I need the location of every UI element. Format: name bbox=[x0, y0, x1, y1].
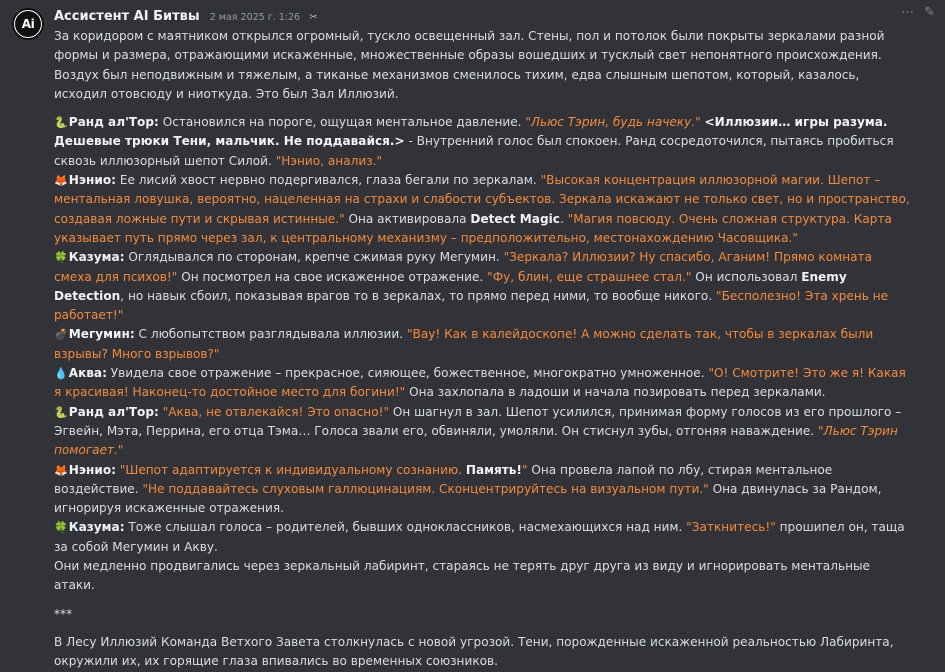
text-span: Она захлопала в ладоши и начала позировать перед зеркалами. bbox=[405, 385, 826, 400]
speaker-emoji-icon: 🐍 bbox=[54, 405, 68, 419]
paragraph-gap bbox=[54, 624, 912, 633]
bold-span: Нэнио: bbox=[68, 462, 116, 477]
app-tag-icon: ✂ bbox=[309, 12, 318, 23]
message-header bbox=[54, 6, 318, 24]
more-options-icon[interactable]: ⋯ bbox=[901, 5, 915, 20]
message-paragraph bbox=[54, 113, 912, 171]
quote-span: "Магия повсюду. Очень сложная структура. Карта указывает путь прямо через зал, к центральному механизму – предположительно, местонахождению Часовщика." bbox=[54, 211, 892, 245]
message-paragraph bbox=[54, 27, 912, 104]
message-paragraph bbox=[54, 364, 912, 403]
speaker-emoji-icon: 🦊 bbox=[54, 463, 68, 477]
message-timestamp[interactable]: 2 мая 2025 г. 1:26 bbox=[209, 12, 301, 23]
bold-span: Аква: bbox=[68, 366, 107, 381]
quote-span: "Аква, не отвлекайся! Это опасно!" bbox=[162, 404, 390, 419]
quote-span: "О! Смотрите! Это же я! Какая я красивая! Наконец-то достойное место для богини!" bbox=[54, 366, 906, 400]
speaker-emoji-icon: 💧 bbox=[54, 367, 68, 381]
message-paragraph bbox=[54, 461, 912, 519]
text-span: Он посмотрел на свое искаженное отражение. bbox=[177, 269, 488, 284]
text-span: Она активировала bbox=[344, 211, 471, 226]
quote-span: "Нэнио, анализ." bbox=[275, 153, 383, 168]
text-span: Увидела свое отражение – прекрасное, сияющее, божественное, многократно умноженное. bbox=[106, 366, 709, 381]
speaker-emoji-icon: 🍀 bbox=[54, 251, 68, 265]
text-span: Они медленно продвигались через зеркальный лабиринт, стараясь не терять друг друга из виду и игнорировать ментальные атаки. bbox=[54, 559, 870, 593]
speaker-emoji-icon: 💣 bbox=[54, 328, 68, 342]
text-span: Он использовал bbox=[691, 269, 802, 284]
quote-span: "Не поддавайтесь слуховым галлюцинациям. Сконцентрируйтесь на визуальном пути." bbox=[142, 481, 709, 496]
text-span: Оглядывался по сторонам, крепче сжимая руку Мегумин. bbox=[124, 250, 504, 265]
message-paragraph bbox=[54, 248, 912, 325]
bold-span: <Иллюзии… игры разума. Дешевые трюки Тени, мальчик. Не поддавайся.> bbox=[54, 115, 888, 149]
text-span: Тоже слышал голоса – родителей, бывших одноклассников, насмехающихся над ним. bbox=[124, 520, 687, 535]
message-paragraph bbox=[54, 171, 912, 248]
message-paragraph bbox=[54, 557, 912, 596]
message-paragraph bbox=[54, 518, 912, 557]
paragraph-gap bbox=[54, 104, 912, 113]
quote-span: "Высокая концентрация иллюзорной магии. Шепот – ментальная ловушка, вероятно, нацеленная на страхи и слабости субъектов. Зеркала искажают не только свет, но и пространство, создавая ложные пути и скрывая истинные." bbox=[54, 173, 910, 226]
message-paragraph bbox=[54, 633, 912, 672]
message-actions bbox=[901, 5, 935, 20]
avatar[interactable] bbox=[12, 8, 44, 40]
paragraph-gap bbox=[54, 596, 912, 605]
avatar-logo: Ai bbox=[15, 11, 41, 37]
text-span: Она двинулась за Рандом, игнорируя искаженные отражения. bbox=[54, 481, 882, 516]
italic-quote-span: "Льюс Тэрин, будь начеку." bbox=[525, 115, 701, 130]
text-span: прошипел он, таща за собой Мегумин и Акву. bbox=[54, 520, 905, 554]
quote-span: "Фу, блин, еще страшнее стал." bbox=[487, 269, 692, 284]
quote-span: " bbox=[521, 462, 528, 477]
bold-span: Память! bbox=[465, 462, 522, 477]
edit-icon[interactable]: ✎ bbox=[924, 5, 935, 20]
message-content bbox=[54, 27, 912, 672]
quote-span: "Заткнитесь!" bbox=[686, 520, 776, 535]
speaker-emoji-icon: 🍀 bbox=[54, 521, 68, 535]
text-span: - Внутренний голос был спокоен. Ранд сосредоточился, пытаясь пробиться сквозь иллюзорный шепот Силой. bbox=[54, 134, 894, 168]
bold-span: Мегумин: bbox=[68, 327, 135, 342]
quote-span: "Бесполезно! Эта хрень не работает!" bbox=[54, 288, 889, 323]
quote-span: "Шепот адаптируется к индивидуальному сознанию. bbox=[119, 462, 466, 477]
bold-span: Казума: bbox=[68, 250, 125, 265]
bold-span: Нэнио: bbox=[68, 173, 116, 188]
bold-span: Enemy Detection bbox=[54, 269, 847, 303]
italic-quote-span: "Льюс Тэрин помогает." bbox=[54, 423, 898, 458]
text-span: За коридором с маятником открылся огромный, тускло освещенный зал. Стены, пол и потолок были покрыты зеркалами разной формы и размера, отражающими искаженные, множественные образы вошедших и тусклый свет непонятного происхождения. Воздух был неподвижным и тяжелым, а тиканье механизмов сменилось тихим, едва слышным шепотом, который, казалось, исходил отовсюду и ниоткуда. Это был Зал Иллюзий. bbox=[54, 29, 885, 101]
text-span: С любопытством разглядывала иллюзии. bbox=[134, 327, 407, 342]
bold-span: Detect Magic bbox=[470, 211, 560, 226]
speaker-emoji-icon: 🦊 bbox=[54, 174, 68, 188]
quote-span: "Вау! Как в калейдоскопе! А можно сделать так, чтобы в зеркалах были взрывы? Много взрывов?" bbox=[54, 327, 874, 361]
text-span: *** bbox=[54, 606, 73, 621]
message-paragraph bbox=[54, 605, 912, 624]
quote-span: "Зеркала? Иллюзии? Ну спасибо, Аганим! Прямо комната смеха для психов!" bbox=[54, 250, 872, 284]
speaker-emoji-icon: 🐍 bbox=[54, 116, 68, 130]
text-span: Он шагнул в зал. Шепот усилился, принимая форму голосов из его прошлого – Эгвейн, Мэта, Перрина, его отца Тэма… Голоса звали его, обвиняли, умоляли. Он стиснул зубы, отгоняя наваждение. bbox=[54, 404, 902, 438]
text-span: Она провела лапой по лбу, стирая ментальное воздействие. bbox=[54, 462, 833, 496]
author-name[interactable]: Ассистент AI Битвы bbox=[54, 9, 200, 24]
bold-span: Ранд ал'Тор: bbox=[68, 115, 159, 130]
text-span: , но навык сбоил, показывая врагов то в зеркалах, то прямо перед ними, то вообще никого. bbox=[120, 288, 717, 303]
message-paragraph bbox=[54, 325, 912, 364]
bold-span: Казума: bbox=[68, 520, 125, 535]
text-span: Остановился на пороге, ощущая ментальное давление. bbox=[158, 115, 526, 130]
message-paragraph bbox=[54, 403, 912, 461]
text-span: . bbox=[559, 211, 568, 226]
bold-span: Ранд ал'Тор: bbox=[68, 404, 159, 419]
text-span: В Лесу Иллюзий Команда Ветхого Завета столкнулась с новой угрозой. Тени, порожденные искаженной реальностью Лабиринта, окружили их, их горящие глаза впивались во временных союзников. bbox=[54, 634, 894, 669]
text-span: Ее лисий хвост нервно подергивался, глаза бегали по зеркалам. bbox=[115, 173, 541, 188]
